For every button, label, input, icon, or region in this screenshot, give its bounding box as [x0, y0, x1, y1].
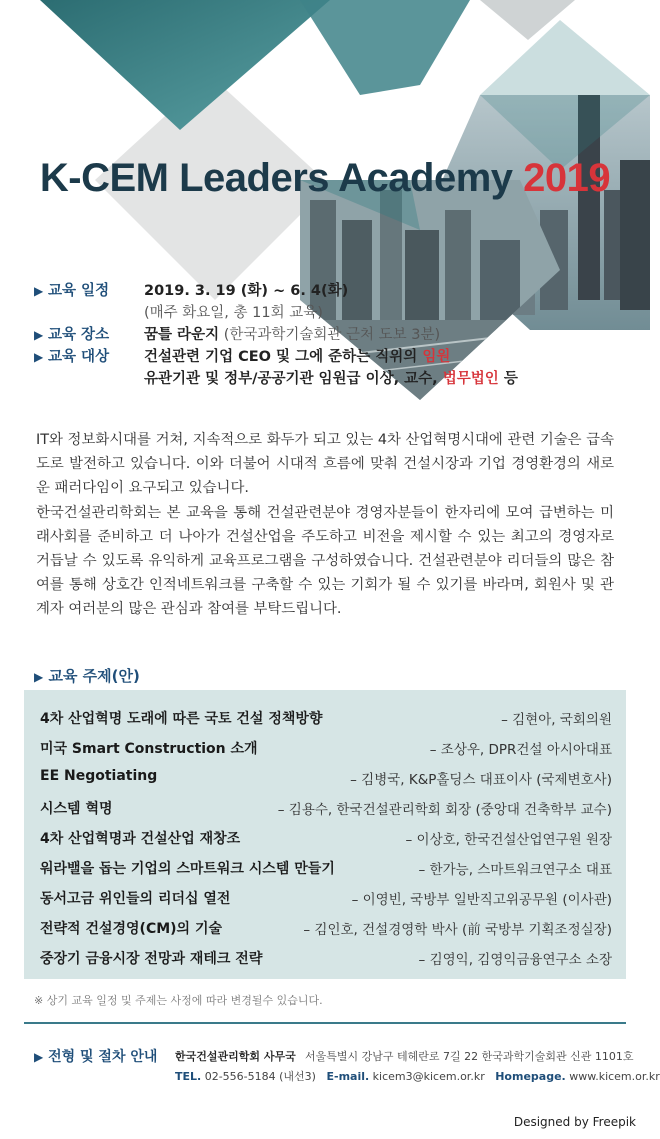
- topic-title: 4차 산업혁명 도래에 따른 국토 건설 정책방향: [40, 711, 323, 727]
- triangle-bullet-icon: ▶: [34, 1050, 44, 1064]
- topics-heading-label: 교육 주제(안): [48, 667, 140, 685]
- target-line1: 건설관련 기업 CEO 및 그에 준하는 직위의: [144, 349, 423, 365]
- tel-value: 02-556-5184 (내선3): [204, 1070, 316, 1083]
- schedule-label: 교육 일정: [48, 283, 110, 299]
- topic-speaker: – 이상호, 한국건설산업연구원 원장: [405, 832, 612, 848]
- schedule-sub: (매주 화요일, 총 11회 교육): [144, 305, 323, 321]
- intro-paragraph-1: IT와 정보화시대를 거쳐, 지속적으로 화두가 되고 있는 4차 산업혁명시대에 관련 기술은 급속도로 발전하고 있습니다. 이와 더불어 시대적 흐름에 맞춰 건설시장과 기업 경영환경의 새로운 패러다임이 요구되고 있습니다.: [36, 432, 614, 497]
- homepage-label: Homepage.: [495, 1070, 566, 1083]
- topic-row: [40, 768, 612, 798]
- triangle-bullet-icon: ▶: [34, 284, 44, 298]
- topic-row: [40, 888, 612, 918]
- design-credit: Designed by Freepik: [513, 1115, 636, 1129]
- topics-heading: [34, 665, 140, 686]
- topic-row: [40, 858, 612, 888]
- topic-title: EE Negotiating: [40, 768, 158, 784]
- topics-box: [24, 690, 626, 979]
- topic-speaker: – 이영빈, 국방부 일반직고위공무원 (이사관): [351, 892, 612, 908]
- info-place: [34, 324, 634, 346]
- divider: [24, 1022, 626, 1024]
- topic-row: [40, 948, 612, 978]
- topic-speaker: – 김영익, 김영익금융연구소 소장: [418, 952, 612, 968]
- contact-heading-label: 전형 및 절차 안내: [48, 1049, 158, 1065]
- contact-address: 서울특별시 강남구 테헤란로 7길 22 한국과학기술회관 신관 1101호: [305, 1050, 634, 1063]
- contact-details: [175, 1068, 660, 1084]
- course-info: [34, 280, 634, 390]
- contact-heading: [34, 1046, 157, 1066]
- schedule-value: 2019. 3. 19 (화) ~ 6. 4(화): [144, 283, 349, 299]
- topic-row: [40, 798, 612, 828]
- target-line2-end: 등: [498, 371, 518, 387]
- teal-diamond-top: [40, 0, 330, 130]
- topic-title: 중장기 금융시장 전망과 재테크 전략: [40, 951, 263, 967]
- page-title: [0, 156, 650, 201]
- target-line2-highlight: 법무법인: [442, 371, 499, 387]
- info-target: [34, 346, 634, 368]
- topic-row: [40, 918, 612, 948]
- target-line1-highlight: 임원: [422, 349, 451, 365]
- title-year: 2019: [523, 156, 611, 200]
- intro-paragraph-2: 한국건설관리학회는 본 교육을 통해 건설관련분야 경영자분들이 한자리에 모여 급변하는 미래사회를 준비하고 더 나아가 건설산업을 주도하고 비전을 제시할 수 있는 최고의 경영자로 거듭날 수 있도록 유익하게 교육프로그램을 구성하였습니다. 건설관련분야 리더들의 많은 참여를 통해 상호간 인적네트워크를 구축할 수 있는 기회가 될 수 있기를 바라며, 회원사 및 관계자 여러분의 많은 관심과 참여를 부탁드립니다.: [36, 504, 614, 618]
- topic-speaker: – 김병국, K&P홀딩스 대표이사 (국제변호사): [350, 772, 612, 788]
- triangle-bullet-icon: ▶: [34, 670, 44, 684]
- topic-speaker: – 김인호, 건설경영학 박사 (前 국방부 기획조정실장): [303, 922, 612, 938]
- topic-speaker: – 한가능, 스마트워크연구소 대표: [418, 862, 612, 878]
- title-main: K-CEM Leaders Academy: [39, 156, 513, 200]
- info-schedule: [34, 280, 634, 302]
- topic-title: 시스템 혁명: [40, 801, 113, 817]
- topic-title: 4차 산업혁명과 건설산업 재창조: [40, 831, 241, 847]
- schedule-note: ※ 상기 교육 일정 및 주제는 사정에 따라 변경될수 있습니다.: [34, 994, 323, 1007]
- topic-row: [40, 708, 612, 738]
- place-label: 교육 장소: [48, 327, 110, 343]
- triangle-bullet-icon: ▶: [34, 328, 44, 342]
- info-schedule-sub: [34, 302, 634, 324]
- contact-org: 한국건설관리학회 사무국: [175, 1050, 296, 1063]
- intro-text: [36, 428, 614, 622]
- tel-label: TEL.: [175, 1070, 202, 1083]
- place-sub: (한국과학기술회관 근처 도보 3분): [223, 327, 441, 343]
- target-label: 교육 대상: [48, 349, 110, 365]
- info-target-line2: [34, 368, 634, 390]
- topic-speaker: – 김용수, 한국건설관리학회 회장 (중앙대 건축학부 교수): [277, 802, 612, 818]
- topic-title: 동서고금 위인들의 리더십 열전: [40, 891, 231, 907]
- topic-speaker: – 조상우, DPR건설 아시아대표: [429, 742, 612, 758]
- topic-title: 워라밸을 돕는 기업의 스마트워크 시스템 만들기: [40, 861, 335, 877]
- topic-speaker: – 김현아, 국회의원: [501, 712, 612, 728]
- topic-row: [40, 738, 612, 768]
- target-line2: 유관기관 및 정부/공공기관 임원급 이상, 교수,: [144, 371, 443, 387]
- topic-title: 전략적 건설경영(CM)의 기술: [40, 921, 222, 937]
- triangle-bullet-icon: ▶: [34, 350, 44, 364]
- email-link[interactable]: kicem3@kicem.or.kr: [372, 1070, 485, 1083]
- place-value: 꿈틀 라운지: [144, 327, 220, 343]
- topic-title: 미국 Smart Construction 소개: [40, 741, 258, 757]
- email-label: E-mail.: [326, 1070, 370, 1083]
- topic-row: [40, 828, 612, 858]
- homepage-link[interactable]: www.kicem.or.kr: [569, 1070, 660, 1083]
